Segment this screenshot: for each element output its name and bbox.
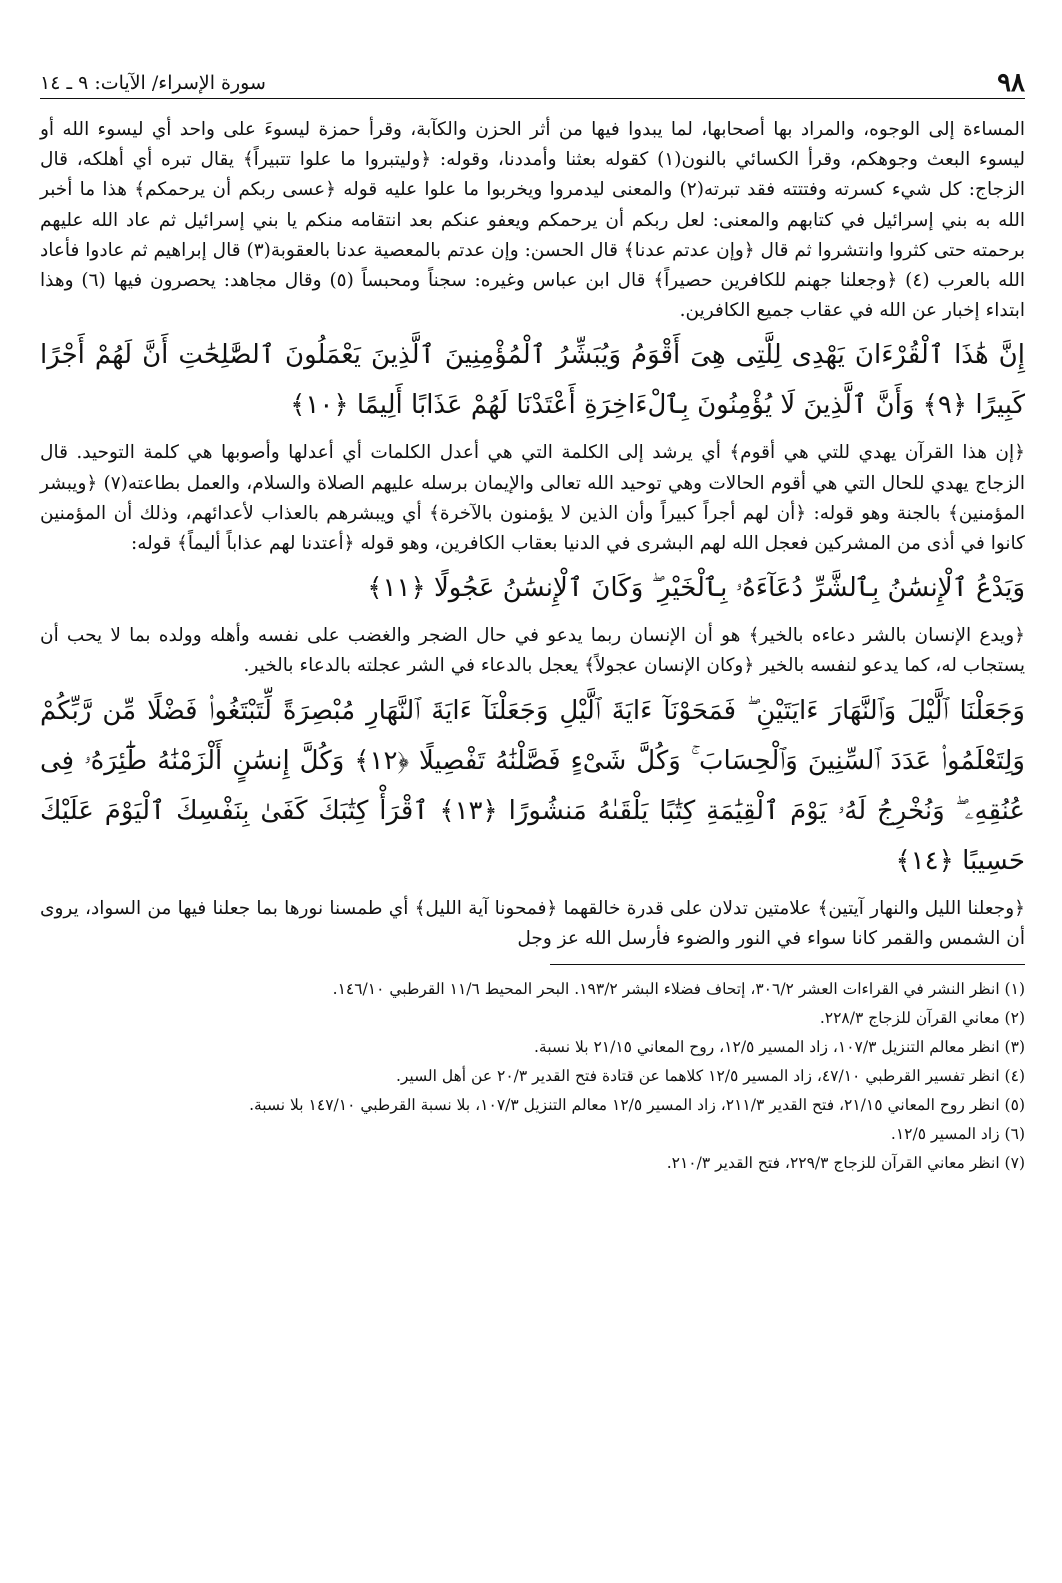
- footnote: (٤) انظر تفسير القرطبي ٤٧/١٠، زاد المسير ١٢/٥ كلاهما عن قتادة فتح القدير ٢٠/٣ عن أهل السير.: [395, 1067, 1025, 1086]
- book-page: [40, 60, 1025, 1178]
- chapter-title: سورة الإسراء/ الآيات: ٩ ـ ١٤: [40, 72, 266, 94]
- commentary-paragraph-2: ﴿إن هذا القرآن يهدي للتي هي أقوم﴾ أي يرشد إلى الكلمة التي هي أعدل الكلمات أي أعدلها وأصوبها هي كلمة التوحيد. قال الزجاج يهدي للحال التي هي أقوم الحالات وهي توحيد الله تعالى والإيمان برسله عليهم الصلاة والسلام، والعمل بطاعته(٧) ﴿ويبشر المؤمنين﴾ بالجنة وهو قوله: ﴿أن لهم أجراً كبيراً وأن الذين لا يؤمنون بالآخرة﴾ أي ويبشرهم بالعذاب لأعدائهم، وذلك أن المؤمنين كانوا في أذى من المشركين فعجل الله لهم البشرى في الدنيا بعقاب الكافرين، وهو قوله ﴿أعتدنا لهم عذاباً أليماً﴾ قوله:: [40, 442, 1025, 555]
- footnote: (٥) انظر روح المعاني ٢١/١٥، فتح القدير ٢١١/٣، زاد المسير ١٢/٥ معالم التنزيل ١٠٧/٣، بلا نسبة القرطبي ١٤٧/١٠ بلا نسبة.: [249, 1096, 1025, 1115]
- footnote: (٧) انظر معاني القرآن للزجاج ٢٢٩/٣، فتح القدير ٢١٠/٣.: [666, 1154, 1025, 1173]
- commentary-paragraph-4: ﴿وجعلنا الليل والنهار آيتين﴾ علامتين تدلان على قدرة خالقهما ﴿فمحونا آية الليل﴾ أي طمسنا نورها بما جعلنا فيها من السواد، يروى أن الشمس والقمر كانا سواء في النور والضوء فأرسل الله عز وجل: [40, 897, 1025, 949]
- footnote: (٦) زاد المسير ١٢/٥.: [890, 1125, 1025, 1144]
- quran-verse-9-10: إِنَّ هَٰذَا ٱلْقُرْءَانَ يَهْدِى لِلَّتِى هِىَ أَقْوَمُ وَيُبَشِّرُ ٱلْمُؤْمِنِينَ ٱلَّذِينَ يَعْمَلُونَ ٱلصَّٰلِحَٰتِ أَنَّ لَهُمْ أَجْرًا كَبِيرًا ﴿٩﴾ وَأَنَّ ٱلَّذِينَ لَا يُؤْمِنُونَ بِٱلْءَاخِرَةِ أَعْتَدْنَا لَهُمْ عَذَابًا أَلِيمًا ﴿١٠﴾: [40, 340, 1025, 421]
- page-number: ٩٨: [997, 68, 1025, 98]
- commentary-paragraph-3: ﴿ويدع الإنسان بالشر دعاءه بالخير﴾ هو أن الإنسان ربما يدعو في حال الضجر والغضب على نفسه وأهله وولده بما لا يحب أن يستجاب له، كما يدعو لنفسه بالخير ﴿وكان الإنسان عجولاً﴾ يعجل بالدعاء في الشر عجلته بالدعاء بالخير.: [40, 625, 1025, 677]
- footnote: (٣) انظر معالم التنزيل ١٠٧/٣، زاد المسير ١٢/٥، روح المعاني ٢١/١٥ بلا نسبة.: [533, 1038, 1025, 1057]
- footnote: (٢) معاني القرآن للزجاج ٢٢٨/٣.: [819, 1009, 1025, 1028]
- footnote-divider: [550, 964, 1025, 965]
- quran-verse-11: وَيَدْعُ ٱلْإِنسَٰنُ بِٱلشَّرِّ دُعَآءَهُۥ بِٱلْخَيْرِ ۖ وَكَانَ ٱلْإِنسَٰنُ عَجُولًا ﴿١١﴾: [367, 573, 1025, 604]
- quran-verse-12-14: وَجَعَلْنَا ٱلَّيْلَ وَٱلنَّهَارَ ءَايَتَيْنِ ۖ فَمَحَوْنَآ ءَايَةَ ٱلَّيْلِ وَجَعَلْنَآ ءَايَةَ ٱلنَّهَارِ مُبْصِرَةً لِّتَبْتَغُوا۟ فَضْلًا مِّن رَّبِّكُمْ وَلِتَعْلَمُوا۟ عَدَدَ ٱلسِّنِينَ وَٱلْحِسَابَ ۚ وَكُلَّ شَىْءٍ فَصَّلْنَٰهُ تَفْصِيلًا ﴿١٢﴾ وَكُلَّ إِنسَٰنٍ أَلْزَمْنَٰهُ طَٰٓئِرَهُۥ فِى عُنُقِهِۦ ۖ وَنُخْرِجُ لَهُۥ يَوْمَ ٱلْقِيَٰمَةِ كِتَٰبًا يَلْقَىٰهُ مَنشُورًا ﴿١٣﴾ ٱقْرَأْ كِتَٰبَكَ كَفَىٰ بِنَفْسِكَ ٱلْيَوْمَ عَلَيْكَ حَسِيبًا ﴿١٤﴾: [40, 695, 1025, 876]
- footnote: (١) انظر النشر في القراءات العشر ٣٠٦/٢، إتحاف فضلاء البشر ١٩٣/٢. البحر المحيط ١١/٦ القرطبي ١٤٦/١٠.: [332, 980, 1025, 999]
- commentary-paragraph-1: المساءة إلى الوجوه، والمراد بها أصحابها، لما يبدوا فيها من أثر الحزن والكآبة، وقرأ حمزة ليسوءَ على واحد أي ليسوء الله أو ليسوء البعث وجوهكم، وقرأ الكسائي بالنون(١) كقوله بعثنا وأمددنا، وقوله: ﴿وليتبروا ما علوا تتبيراً﴾ يقال تبره أي أهلكه، قال الزجاج: كل شيء كسرته وفتتته فقد تبرته(٢) والمعنى ليدمروا ويخربوا ما علوا عليه قوله ﴿عسى ربكم أن يرحمكم﴾ هذا ما أخبر الله به بني إسرائيل في كتابهم والمعنى: لعل ربكم أن يرحمكم ويعفو عنكم بعد انتقامه منكم يا بني إسرائيل ثم عاد الله عليهم برحمته حتى كثروا وانتشروا ثم قال ﴿وإن عدتم عدنا﴾ قال الحسن: وإن عدتم بالمعصية عدنا بالعقوبة(٣) قال إبراهيم ثم عادوا فأعاد الله بالعرب (٤) ﴿وجعلنا جهنم للكافرين حصيراً﴾ قال ابن عباس وغيره: سجناً ومحبساً (٥) وقال مجاهد: يحصرون فيها (٦) وهذا ابتداء إخبار عن الله في عقاب جميع الكافرين.: [40, 119, 1026, 322]
- page-header: [40, 60, 1025, 99]
- footnotes: [40, 975, 1025, 1178]
